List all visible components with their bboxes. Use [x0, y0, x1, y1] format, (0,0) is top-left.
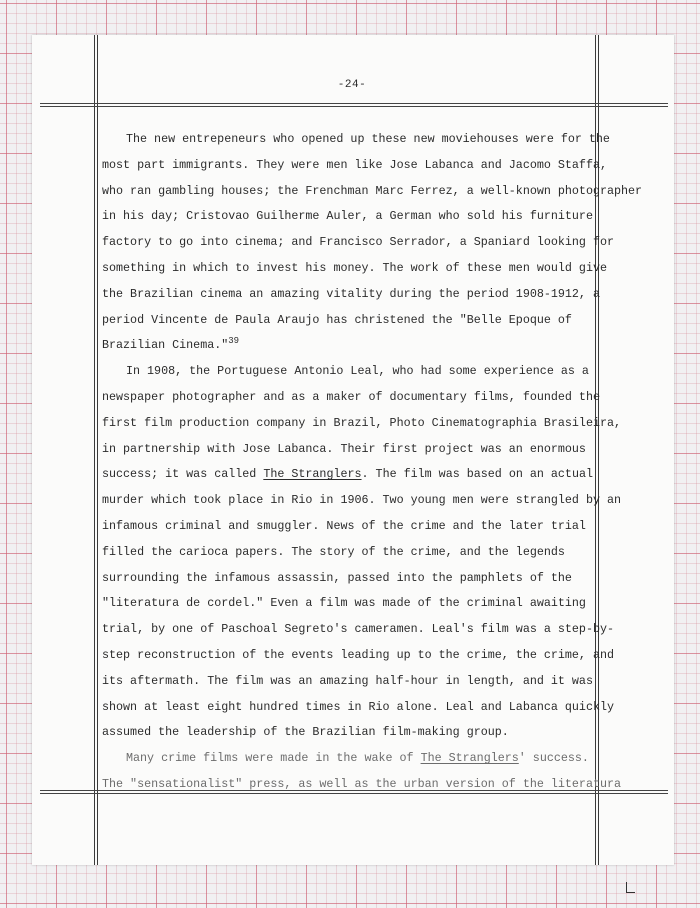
p2-line-8: filled the carioca papers. The story of the crime, and the legends: [102, 544, 565, 559]
p2-line-11: trial, by one of Paschoal Segreto's cameramen. Leal's film was a step-by-: [102, 622, 614, 637]
p1-line-9-text: Brazilian Cinema.": [102, 338, 229, 353]
p2-line-7: infamous criminal and smuggler. News of the crime and the later trial: [102, 518, 586, 533]
p3-line-1a: Many crime films were made in the wake of: [126, 751, 421, 766]
page-number: -24-: [337, 79, 367, 91]
body-text: [102, 127, 643, 798]
p1-line-4: in his day; Cristovao Guilherme Auler, a German who sold his furniture: [102, 209, 593, 224]
p3-line-1: [102, 746, 602, 772]
p1-line-5: factory to go into cinema; and Francisco Serrador, a Spaniard looking for: [102, 235, 614, 250]
left-margin-rule: [94, 35, 95, 865]
p2-line-5: [102, 462, 602, 488]
p2-line-5b: . The film was based on an actual: [361, 467, 593, 482]
p3-line-1b: ' success.: [518, 751, 589, 766]
p2-line-6: murder which took place in Rio in 1906. Two young men were strangled by an: [102, 493, 622, 508]
film-title-the-stranglers-2: The Stranglers: [420, 751, 519, 766]
header-rule: [40, 103, 668, 104]
p2-line-12: step reconstruction of the events leading up to the crime, the crime, and: [102, 647, 614, 662]
header-rule-inner: [40, 106, 668, 107]
p1-line-7: the Brazilian cinema an amazing vitality during the period 1908-1912, a: [102, 286, 600, 301]
p1-line-1: The new entrepeneurs who opened up these new moviehouses were for the: [126, 132, 610, 146]
p2-line-9: surrounding the infamous assassin, passed into the pamphlets of the: [102, 570, 572, 585]
p2-line-4: in partnership with Jose Labanca. Their first project was an enormous: [102, 441, 586, 456]
document-page: [32, 35, 674, 865]
p2-line-2: newspaper photographer and as a maker of documentary films, founded the: [102, 389, 600, 404]
p1-line-8: period Vincente de Paula Araujo has christened the "Belle Epoque of: [102, 312, 572, 327]
corner-crop-mark: [626, 882, 635, 893]
p1-line-2: most part immigrants. They were men like Jose Labanca and Jacomo Staffa,: [102, 157, 607, 172]
p3-line-2: The "sensationalist" press, as well as the urban version of the literatura: [102, 776, 622, 791]
footnote-39: 39: [228, 336, 240, 347]
p2-line-5a: success; it was called: [102, 467, 264, 482]
p2-line-14: shown at least eight hundred times in Rio alone. Leal and Labanca quickly: [102, 699, 614, 714]
p2-line-10: "literatura de cordel." Even a film was made of the criminal awaiting: [102, 596, 586, 611]
film-title-the-stranglers: The Stranglers: [263, 467, 362, 482]
p2-line-15: assumed the leadership of the Brazilian film-making group.: [102, 725, 509, 740]
p1-line-9: [102, 333, 602, 359]
left-margin-rule-inner: [97, 35, 98, 865]
p1-line-6: something in which to invest his money. The work of these men would give: [102, 260, 607, 275]
p2-line-13: its aftermath. The film was an amazing half-hour in length, and it was: [102, 673, 593, 688]
p2-line-3: first film production company in Brazil, Photo Cinematographia Brasileira,: [102, 415, 622, 430]
p1-line-3: who ran gambling houses; the Frenchman Marc Ferrez, a well-known photographer: [102, 183, 643, 198]
p2-line-1: In 1908, the Portuguese Antonio Leal, who had some experience as a: [126, 364, 589, 379]
